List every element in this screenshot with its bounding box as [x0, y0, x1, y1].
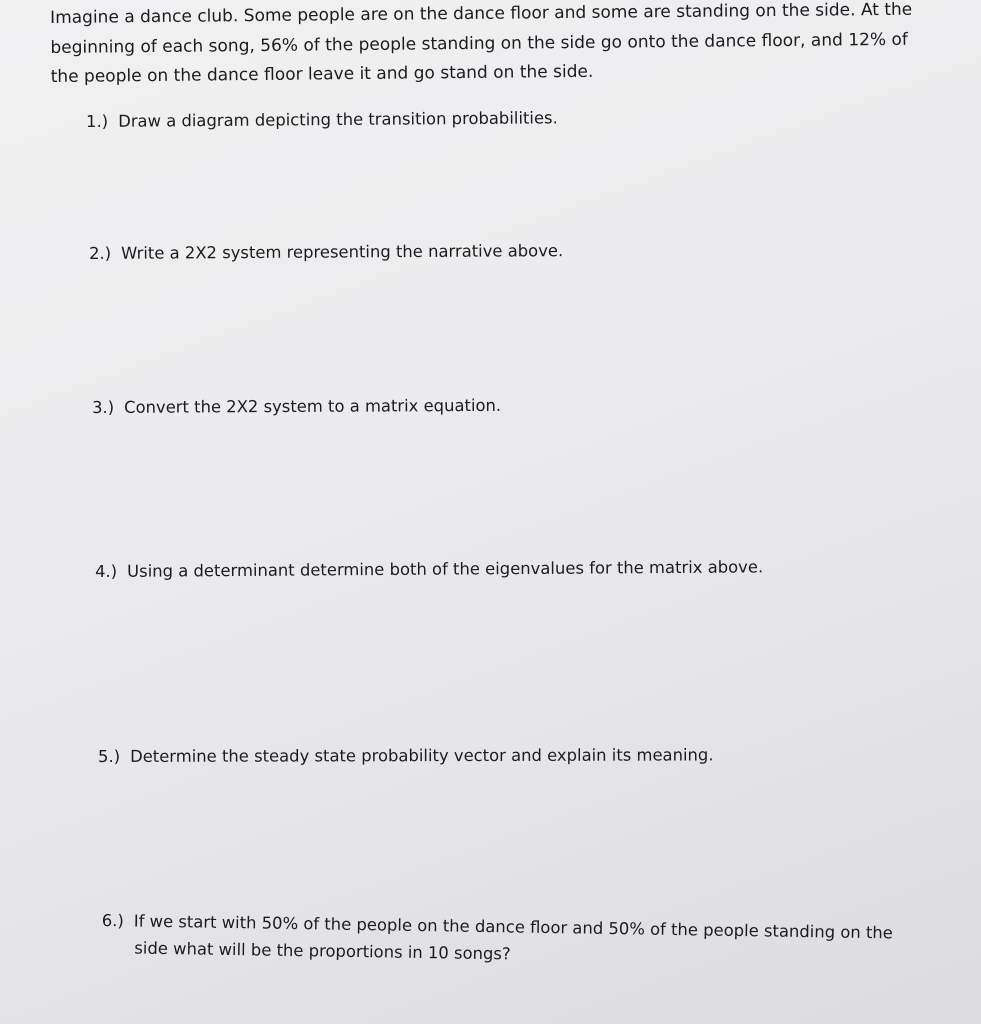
question-1: [86, 104, 558, 135]
question-6-line-2: side what will be the proportions in 10 songs?: [134, 938, 511, 964]
question-6: [101, 907, 922, 974]
question-text: Convert the 2X2 system to a matrix equation.: [124, 395, 502, 417]
question-3: [92, 392, 501, 421]
question-text: Draw a diagram depicting the transition probabilities.: [118, 108, 558, 131]
question-number: 4.): [95, 561, 118, 581]
question-2: [89, 237, 563, 267]
question-text: If we start with 50% of the people on the dance floor and 50% of the people standing on the: [133, 911, 893, 943]
question-number: 3.): [92, 397, 115, 417]
question-4: [95, 553, 763, 585]
intro-paragraph: Imagine a dance club. Some people are on the dance floor and some are standing on the side. At the beginning of each song, 56% of the people standing on the side go onto the dance floor, and 12% of the people on the dance floor leave it and go stand on the side.: [50, 0, 913, 87]
question-text: Determine the steady state probability vector and explain its meaning.: [130, 745, 714, 766]
question-number: 5.): [98, 746, 121, 766]
question-number: 2.): [89, 243, 112, 263]
question-number: 6.): [101, 910, 124, 931]
question-text: Using a determinant determine both of the eigenvalues for the matrix above.: [127, 557, 764, 581]
question-number: 1.): [86, 111, 109, 131]
question-5: [98, 741, 714, 770]
question-text: Write a 2X2 system representing the narrative above.: [121, 241, 564, 263]
